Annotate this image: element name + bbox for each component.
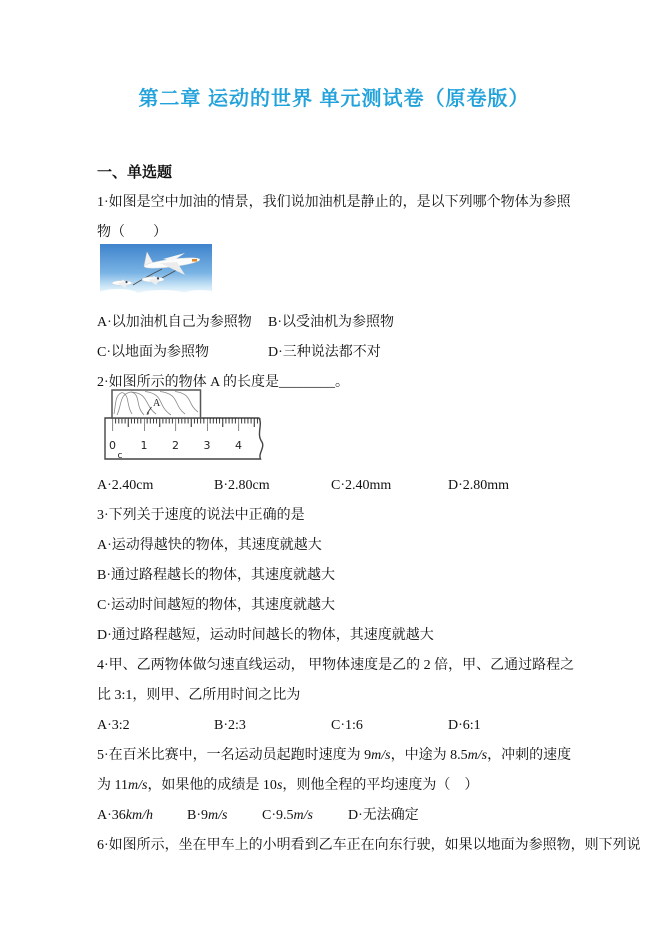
option-text: B·9 (187, 808, 208, 823)
question-1-option-c: C·以地面为参照物 (97, 345, 209, 360)
question-5-stem-line-1 (97, 741, 571, 771)
question-2-option-c: C·2.40mm (331, 478, 392, 493)
question-2-option-d: D·2.80mm (448, 478, 510, 493)
question-5-stem-segment: 为 11 (97, 778, 128, 793)
question-4-option-c: C·1:6 (331, 718, 363, 733)
question-5-stem-segment: ，则他全程的平均速度为（ ） (282, 778, 479, 793)
question-4-option-d: D·6:1 (448, 718, 481, 733)
option-text: D·无法确定 (348, 808, 419, 823)
question-1-options-row-2 (97, 338, 571, 368)
airplane-image (100, 244, 212, 296)
question-1-options-row-1 (97, 308, 571, 338)
question-3-option-b: B·通过路程越长的物体，其速度就越大 (97, 568, 335, 583)
question-5-stem-segment: 5·在百米比赛中，一名运动员起跑时速度为 9 (97, 748, 372, 763)
unit-km-per-h: km/h (125, 808, 153, 823)
question-5-option-b (187, 801, 262, 831)
question-3-option-a: A·运动得越快的物体，其速度就越大 (97, 538, 322, 553)
question-5-option-d (348, 801, 419, 831)
question-2-option-b: B·2.80cm (214, 478, 270, 493)
unit-m-per-s: m/s (293, 808, 313, 823)
ruler-image (103, 387, 268, 462)
ruler-tick-label-3: 3 (203, 439, 211, 452)
question-3-option-c: C·运动时间越短的物体，其速度就越大 (97, 598, 335, 613)
page-title: 第二章 运动的世界 单元测试卷（原卷版） (138, 88, 530, 110)
question-1-option-b: B·以受油机为参照物 (268, 315, 394, 330)
question-5-stem-line-2 (97, 771, 571, 801)
unit-m-per-s: m/s (467, 748, 488, 763)
question-6-stem-line-1: 6·如图所示，坐在甲车上的小明看到乙车正在向东行驶，如果以地面为参照物，则下列说 (97, 838, 641, 853)
question-4-option-b: B·2:3 (214, 718, 246, 733)
question-5-options-row (97, 801, 571, 831)
option-text: C·9.5 (262, 808, 294, 823)
block-label: A (153, 398, 161, 409)
question-1-stem-line-1: 1·如图是空中加油的情景，我们说加油机是静止的，是以下列哪个物体为参照 (97, 195, 571, 210)
aerial-refueling-photo (100, 244, 212, 296)
option-text: A·36 (97, 808, 126, 823)
question-5-stem-segment: ，中途为 8.5 (390, 748, 468, 763)
question-4-stem-line-2: 比 3:1，则甲、乙所用时间之比为 (97, 688, 301, 703)
ruler-tick-label-4: 4 (235, 439, 242, 452)
question-1-option-a: A·以加油机自己为参照物 (97, 315, 252, 330)
unit-m-per-s: m/s (208, 808, 228, 823)
question-2-stem: 2·如图所示的物体 A 的长度是________。 (97, 375, 349, 390)
question-2-option-a: A·2.40cm (97, 478, 154, 493)
question-4-option-a: A·3:2 (97, 718, 130, 733)
question-3-option-d: D·通过路程越短，运动时间越长的物体，其速度就越大 (97, 628, 434, 643)
section-heading: 一、单选题 (97, 164, 173, 181)
question-4-options-row (97, 711, 571, 741)
question-2-options-row (97, 471, 571, 501)
ruler-unit-label: c (117, 451, 123, 461)
ruler-tick-label-2: 2 (172, 439, 179, 452)
question-5-option-c (262, 801, 348, 831)
question-1-stem-line-2: 物（ ） (97, 225, 167, 240)
sky-background (100, 244, 212, 296)
ruler-ticks (113, 418, 261, 432)
question-3-stem: 3·下列关于速度的说法中正确的是 (97, 508, 305, 523)
ruler-tick-label-1: 1 (140, 439, 148, 452)
unit-m-per-s: m/s (371, 748, 391, 763)
question-5-stem-segment: ，冲刺的速度 (487, 748, 572, 763)
ruler-measurement-figure (103, 387, 268, 462)
unit-s: s (276, 778, 283, 793)
question-5-option-a (97, 801, 187, 831)
question-1-option-d: D·三种说法都不对 (268, 345, 381, 360)
wood-block-a (112, 390, 201, 418)
ruler-tick-label-0: 0 (109, 439, 116, 452)
unit-m-per-s: m/s (127, 778, 148, 793)
question-5-stem-segment: ，如果他的成绩是 10 (147, 778, 277, 793)
question-4-stem-line-1: 4·甲、乙两物体做匀速直线运动， 甲物体速度是乙的 2 倍，甲、乙通过路程之 (97, 658, 575, 673)
